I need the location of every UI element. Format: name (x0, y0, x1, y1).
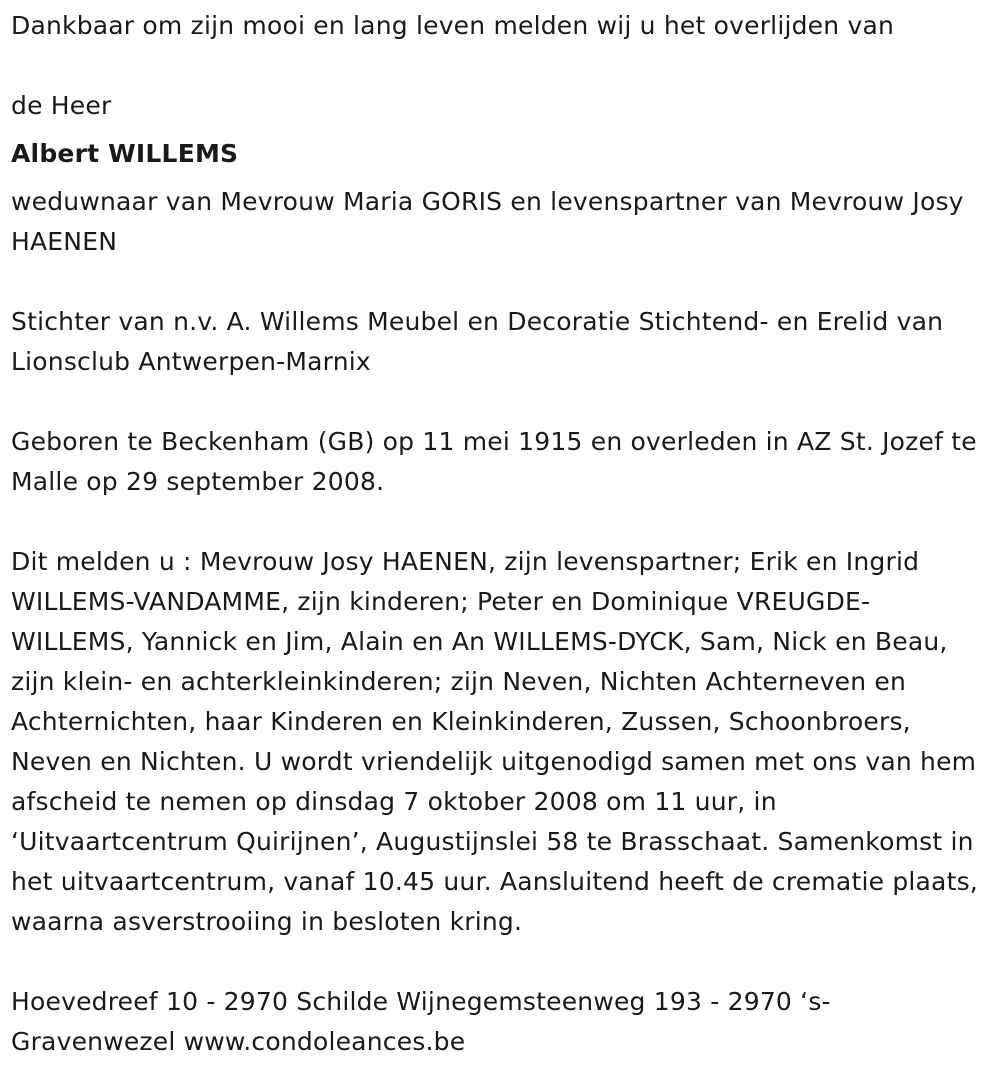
announcement-text: Dit melden u : Mevrouw Josy HAENEN, zijn levenspartner; Erik en Ingrid WILLEMS-VANDAMME, zijn kinderen; Peter en Dominique VREUGDE-WILLEMS, Yannick en Jim, Alain en An WILLEMS-DYCK, Sam, Nick en Beau, zijn klein- en achterkleinkinderen; zijn Neven, Nichten Achterneven en Achternichten, haar Kinderen en Kleinkinderen, Zussen, Schoonbroers, Neven en Nichten. U wordt vriendelijk uitgenodigd samen met ons van hem afscheid te nemen op dinsdag 7 oktober 2008 om 11 uur, in ‘Uitvaartcentrum Quirijnen’, Augustijnslei 58 te Brasschaat. Samenkomst in het uitvaartcentrum, vanaf 10.45 uur. Aansluitend heeft de crematie plaats, waarna asverstrooiing in besloten kring. (11, 547, 978, 936)
footer-address: Hoevedreef 10 - 2970 Schilde Wijnegemsteenweg 193 - 2970 ‘s-Gravenwezel www.condoleances.be (11, 987, 831, 1056)
intro-text: Dankbaar om zijn mooi en lang leven melden wij u het overlijden van (11, 11, 895, 40)
spacer (11, 382, 991, 422)
spacer (11, 262, 991, 302)
honorific: de Heer (11, 91, 112, 120)
spacer (11, 942, 991, 982)
role-text: Stichter van n.v. A. Willems Meubel en Decoratie Stichtend- en Erelid van Lionsclub Antwerpen-Marnix (11, 307, 944, 376)
deceased-name: Albert WILLEMS (11, 139, 239, 168)
obituary-notice (11, 0, 991, 1062)
relation-text: weduwnaar van Mevrouw Maria GORIS en levenspartner van Mevrouw Josy HAENEN (11, 187, 964, 256)
birth-death-text: Geboren te Beckenham (GB) op 11 mei 1915 en overleden in AZ St. Jozef te Malle op 29 september 2008. (11, 427, 977, 496)
spacer (11, 502, 991, 542)
